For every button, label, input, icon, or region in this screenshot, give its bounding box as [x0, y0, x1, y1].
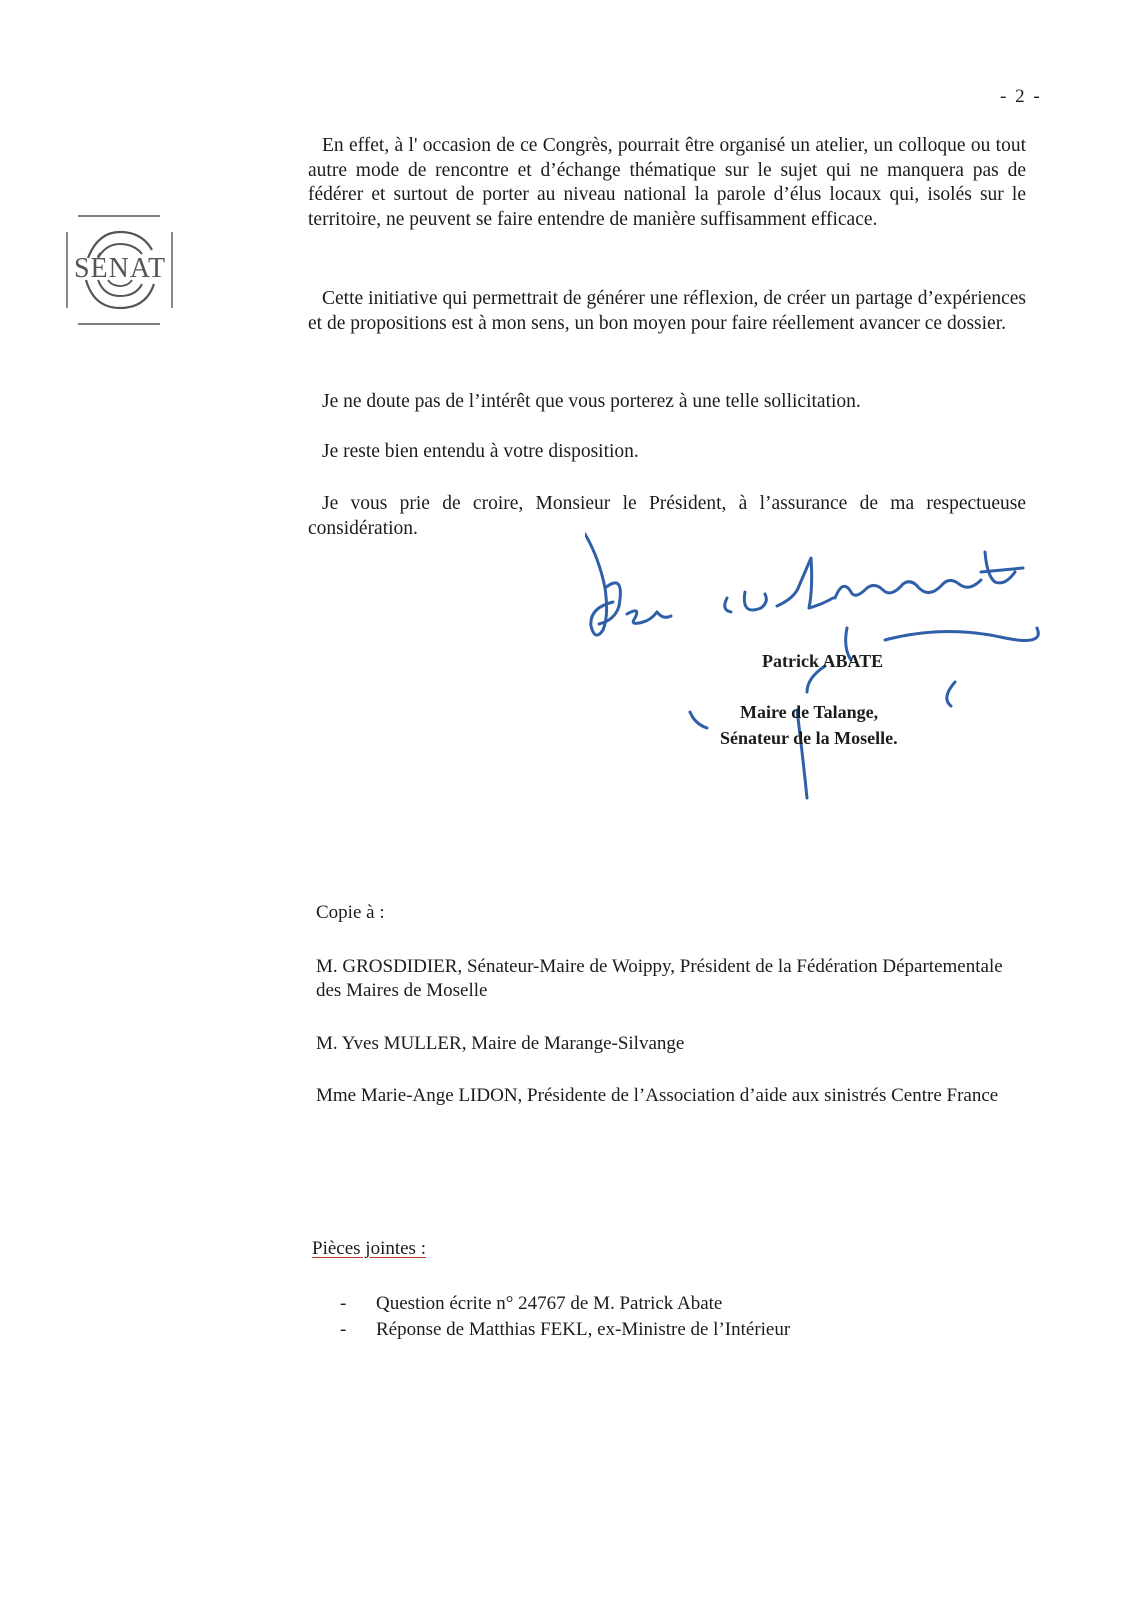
closing-paragraph: Je vous prie de croire, Monsieur le Président, à l’assurance de ma respectueuse considération.	[308, 493, 1026, 539]
copy-recipient: M. Yves MULLER, Maire de Marange-Silvange	[316, 1033, 685, 1054]
signatory-title: Maire de Talange,	[740, 702, 879, 722]
signatory-name: Patrick ABATE	[762, 651, 884, 671]
svg-text:SÉNAT: SÉNAT	[73, 253, 167, 284]
copy-heading: Copie à :	[316, 902, 385, 923]
attachments-heading: Pièces jointes :	[312, 1238, 426, 1259]
attachment-item	[340, 1317, 790, 1343]
attachment-item	[340, 1291, 790, 1317]
list-dash: -	[340, 1319, 347, 1340]
copy-recipient: Mme Marie-Ange LIDON, Présidente de l’Association d’aide aux sinistrés Centre France	[316, 1085, 999, 1106]
list-dash: -	[340, 1293, 347, 1314]
signatory-title: Sénateur de la Moselle.	[720, 728, 898, 748]
body-paragraph: En effet, à l' occasion de ce Congrès, pourrait être organisé un atelier, un colloque ou tout autre mode de rencontre et d’échange thématique sur le sujet qui ne manquera pas de fédérer et surtout de porter au niveau national la parole d’élus locaux qui, isolés sur le territoire, ne peuvent se faire entendre de manière suffisamment efficace.	[308, 135, 1026, 230]
attachment-label: Question écrite n° 24767 de M. Patrick Abate	[376, 1293, 723, 1314]
copy-recipient: M. GROSDIDIER, Sénateur-Maire de Woippy, Président de la Fédération Départementale des Maires de Moselle	[316, 956, 1003, 1001]
body-paragraph: Je reste bien entendu à votre disposition.	[322, 441, 639, 462]
handwritten-signature	[585, 528, 1055, 818]
senat-logo-icon	[64, 214, 176, 332]
attachment-label: Réponse de Matthias FEKL, ex-Ministre de l’Intérieur	[376, 1319, 791, 1340]
attachments-list	[340, 1291, 790, 1343]
body-paragraph: Je ne doute pas de l’intérêt que vous porterez à une telle sollicitation.	[322, 391, 861, 412]
page-number: - 2 -	[1000, 86, 1042, 107]
body-paragraph: Cette initiative qui permettrait de générer une réflexion, de créer un partage d’expériences et de propositions est à mon sens, un bon moyen pour faire réellement avancer ce dossier.	[308, 288, 1026, 334]
